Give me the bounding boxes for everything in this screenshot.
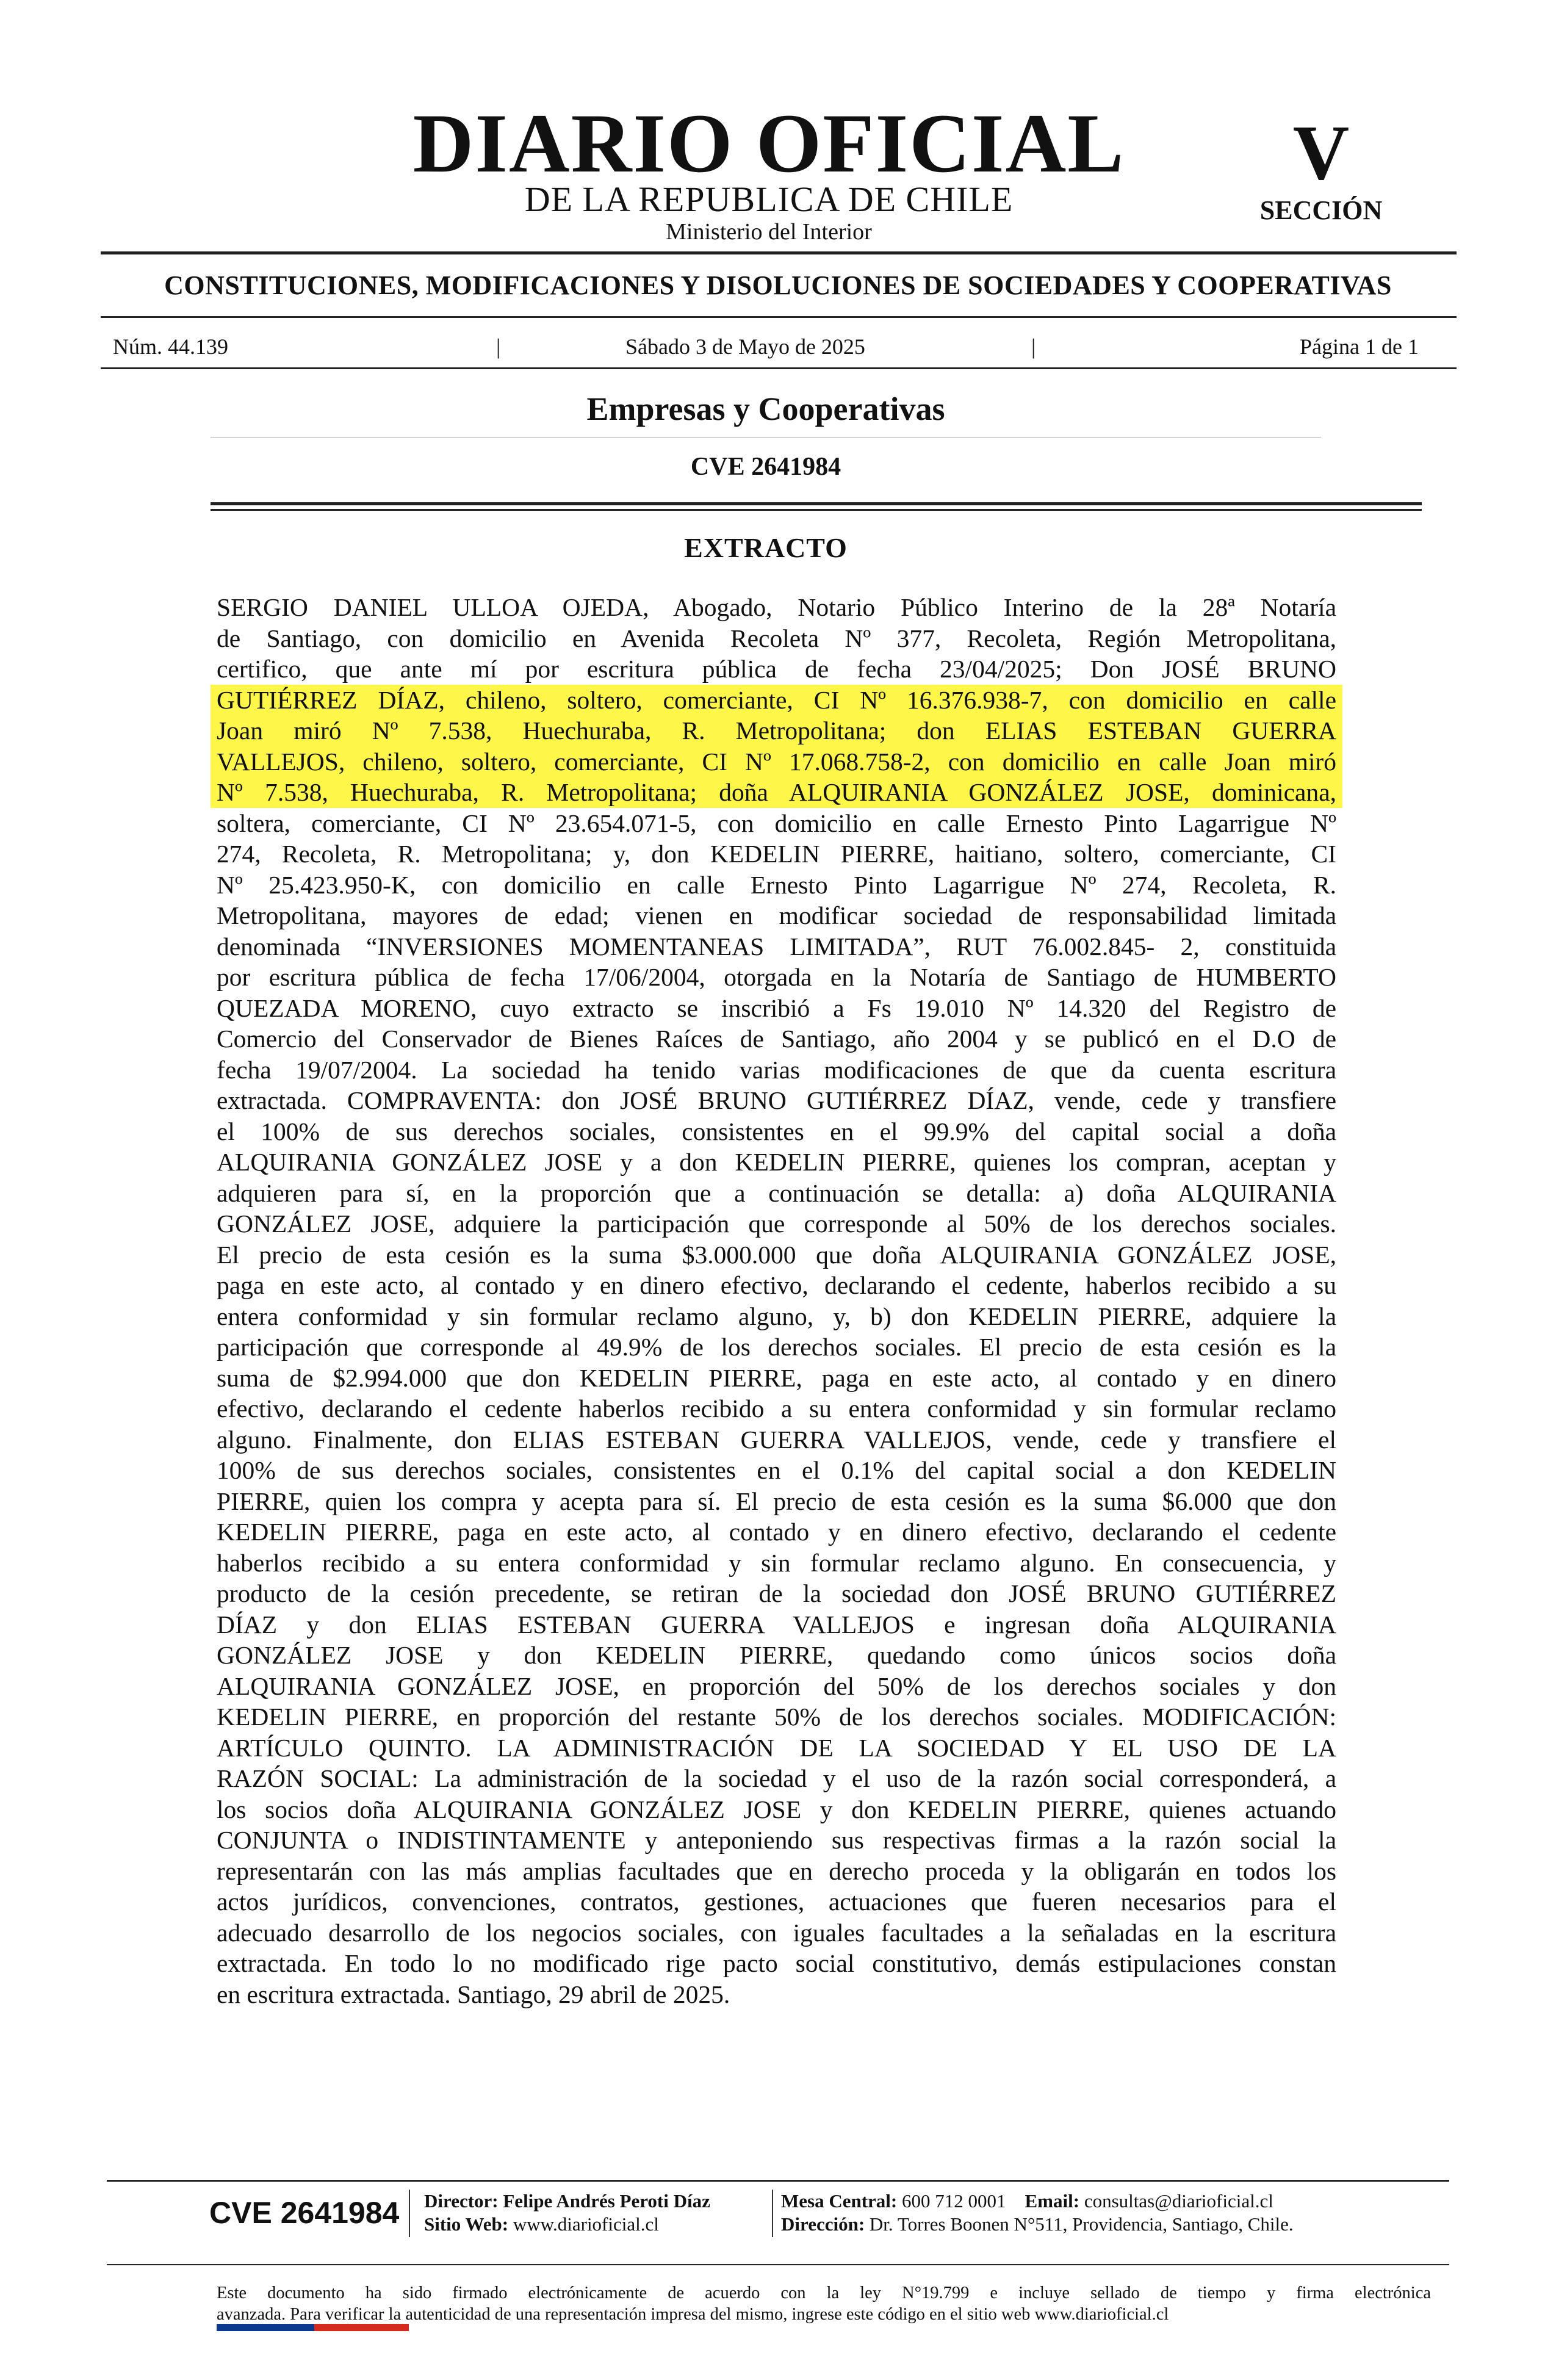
body-text: Nº 25.423.950-K, con domicilio en calle Ernesto Pinto Lagarrigue Nº 274, Recoleta, R. <box>217 870 1336 899</box>
body-text: Comercio del Conservador de Bienes Raíces de Santiago, año 2004 y se publicó en el D.O de <box>217 1025 1336 1053</box>
body-line <box>217 1578 1336 1609</box>
masthead <box>98 92 1440 256</box>
footer-divider <box>772 2190 773 2237</box>
newspaper-title: DIARIO OFICIAL <box>412 96 1125 190</box>
website-label: Sitio Web: <box>424 2213 509 2235</box>
newspaper-subtitle: DE LA REPUBLICA DE CHILE <box>524 179 1014 219</box>
highlighted-text: VALLEJOS, chileno, soltero, comerciante, CI Nº 17.068.758-2, con domicilio en calle Joan miró <box>217 747 1336 776</box>
body-line <box>217 1486 1336 1517</box>
body-text: el 100% de sus derechos sociales, consistentes en el 99.9% del capital social a doña <box>217 1117 1336 1145</box>
body-text: denominada “INVERSIONES MOMENTANEAS LIMITADA”, RUT 76.002.845- 2, constituida <box>217 932 1336 961</box>
body-line <box>217 1640 1336 1671</box>
footer-divider <box>409 2190 410 2237</box>
body-line <box>217 623 1336 654</box>
director-name: Felipe Andrés Peroti Díaz <box>503 2190 710 2212</box>
body-text: QUEZADA MORENO, cuyo extracto se inscribió a Fs 19.010 Nº 14.320 del Registro de <box>217 993 1336 1022</box>
body-text: extractada. COMPRAVENTA: don JOSÉ BRUNO GUTIÉRREZ DÍAZ, vende, cede y transfiere <box>217 1086 1336 1114</box>
issue-separator: | <box>1031 334 1036 359</box>
footer-cve-code: CVE 2641984 <box>209 2196 400 2230</box>
highlighted-text: Nº 7.538, Huechuraba, R. Metropolitana; doña ALQUIRANIA GONZÁLEZ JOSE, dominicana, <box>217 778 1336 806</box>
body-line <box>217 1733 1336 1764</box>
body-line <box>211 777 1342 808</box>
issue-info-row <box>113 330 1419 364</box>
issue-date: Sábado 3 de Mayo de 2025 <box>625 334 865 359</box>
body-line <box>217 1917 1336 1949</box>
body-line <box>217 1671 1336 1702</box>
page-count: Página 1 de 1 <box>1300 334 1419 359</box>
ministry-label: Ministerio del Interior <box>666 219 872 245</box>
body-line <box>217 1023 1336 1055</box>
cve-double-rule <box>211 502 1422 505</box>
signature-note-line: Este documento ha sido firmado electrónicamente de acuerdo con la ley N°19.799 e incluye sellado de tiempo y firma electrónica <box>217 2284 1431 2302</box>
issue-number: Núm. 44.139 <box>113 334 228 359</box>
phone-label: Mesa Central: <box>781 2190 898 2212</box>
body-line <box>217 1116 1336 1147</box>
body-text: DÍAZ y don ELIAS ESTEBAN GUERRA VALLEJOS e ingresan doña ALQUIRANIA <box>217 1610 1336 1639</box>
body-text: en escritura extractada. Santiago, 29 abril de 2025. <box>217 1980 730 2008</box>
body-text: PIERRE, quien los compra y acepta para sí. El precio de esta cesión es la suma $6.000 que don <box>217 1487 1336 1515</box>
body-text: paga en este acto, al contado y en dinero efectivo, declarando el cedente, haberlos recibido a su <box>217 1271 1336 1299</box>
body-text: de Santiago, con domicilio en Avenida Recoleta Nº 377, Recoleta, Región Metropolitana, <box>217 624 1336 652</box>
phone-number: 600 712 0001 <box>902 2190 1006 2212</box>
body-line <box>217 1424 1336 1455</box>
body-line <box>217 1548 1336 1579</box>
footer <box>107 2177 1449 2336</box>
body-text: actos jurídicos, convenciones, contratos, gestiones, actuaciones que fueren necesarios para el <box>217 1888 1336 1916</box>
body-line <box>217 838 1336 870</box>
body-text: haberlos recibido a su entera conformidad y sin formular reclamo alguno. En consecuencia, y <box>217 1548 1336 1577</box>
footer-contact-block <box>781 2190 1294 2236</box>
address-label: Dirección: <box>781 2213 865 2235</box>
body-line <box>217 1208 1336 1239</box>
body-text: SERGIO DANIEL ULLOA OJEDA, Abogado, Notario Público Interino de la 28ª Notaría <box>217 593 1336 621</box>
body-line <box>217 900 1336 931</box>
document-body <box>217 592 1336 2010</box>
email-link[interactable]: consultas@diarioficial.cl <box>1084 2190 1273 2212</box>
flag-stripe-red <box>314 2324 409 2331</box>
body-text: GONZÁLEZ JOSE y don KEDELIN PIERRE, quedando como únicos socios doña <box>217 1641 1336 1669</box>
body-text: alguno. Finalmente, don ELIAS ESTEBAN GUERRA VALLEJOS, vende, cede y transfiere el <box>217 1425 1336 1454</box>
category-rule <box>101 316 1457 318</box>
body-line <box>217 1886 1336 1917</box>
body-text: RAZÓN SOCIAL: La administración de la sociedad y el uso de la razón social corresponderá, a <box>217 1764 1336 1792</box>
body-line <box>217 1979 1336 2010</box>
body-line <box>217 1301 1336 1332</box>
body-text: KEDELIN PIERRE, en proporción del restante 50% de los derechos sociales. MODIFICACIÓN: <box>217 1703 1336 1731</box>
body-line <box>217 808 1336 839</box>
body-text: por escritura pública de fecha 17/06/2004, otorgada en la Notaría de Santiago de HUMBERTO <box>217 963 1336 991</box>
body-text: los socios doña ALQUIRANIA GONZÁLEZ JOSE y don KEDELIN PIERRE, quienes actuando <box>217 1795 1336 1823</box>
body-line <box>217 1055 1336 1086</box>
body-line <box>217 1825 1336 1856</box>
body-line <box>217 1948 1336 1979</box>
email-label: Email: <box>1025 2190 1080 2212</box>
body-text: 274, Recoleta, R. Metropolitana; y, don KEDELIN PIERRE, haitiano, soltero, comerciante, CI <box>217 840 1336 868</box>
signature-note-line: avanzada. Para verificar la autenticidad de una representación impresa del mismo, ingrese este código en el sitio web www.diarioficial.cl <box>217 2305 1169 2324</box>
body-line <box>217 1270 1336 1301</box>
highlighted-text: GUTIÉRREZ DÍAZ, chileno, soltero, comerciante, CI Nº 16.376.938-7, con domicilio en calle <box>217 685 1336 714</box>
body-text: El precio de esta cesión es la suma $3.000.000 que doña ALQUIRANIA GONZÁLEZ JOSE, <box>217 1240 1336 1269</box>
body-text: adquieren para sí, en la proporción que a continuación se detalla: a) doña ALQUIRANIA <box>217 1178 1336 1207</box>
document-title: EXTRACTO <box>684 532 848 563</box>
body-text: Metropolitana, mayores de edad; vienen en modificar sociedad de responsabilidad limitada <box>217 901 1336 929</box>
body-text: certifico, que ante mí por escritura pública de fecha 23/04/2025; Don JOSÉ BRUNO <box>217 655 1336 683</box>
body-line <box>217 1794 1336 1825</box>
body-text: producto de la cesión precedente, se retiran de la sociedad don JOSÉ BRUNO GUTIÉRREZ <box>217 1579 1336 1607</box>
masthead-rule <box>101 251 1457 254</box>
body-line <box>217 870 1336 901</box>
body-text: extractada. En todo lo no modificado rige pacto social constitutivo, demás estipulaciones constan <box>217 1949 1336 1977</box>
body-text: entera conformidad y sin formular reclamo alguno, y, b) don KEDELIN PIERRE, adquiere la <box>217 1302 1336 1330</box>
body-text: adecuado desarrollo de los negocios sociales, con iguales facultades a la señaladas en la escritura <box>217 1918 1336 1947</box>
body-line <box>211 715 1342 746</box>
body-line <box>217 654 1336 685</box>
signature-note <box>217 2282 1431 2325</box>
body-text: KEDELIN PIERRE, paga en este acto, al contado y en dinero efectivo, declarando el cedente <box>217 1518 1336 1546</box>
address-value: Dr. Torres Boonen N°511, Providencia, Santiago, Chile. <box>869 2213 1294 2235</box>
body-text: ALQUIRANIA GONZÁLEZ JOSE y a don KEDELIN PIERRE, quienes los compran, aceptan y <box>217 1148 1336 1176</box>
body-line <box>217 931 1336 962</box>
body-line <box>217 1701 1336 1733</box>
issue-separator: | <box>496 334 501 359</box>
body-line <box>217 1363 1336 1394</box>
body-text: suma de $2.994.000 que don KEDELIN PIERRE, paga en este acto, al contado y en dinero <box>217 1363 1336 1392</box>
cve-code: CVE 2641984 <box>690 453 841 481</box>
body-line <box>217 962 1336 993</box>
body-text: CONJUNTA o INDISTINTAMENTE y anteponiendo sus respectivas firmas a la razón social la <box>217 1826 1336 1854</box>
section-thin-rule <box>211 437 1321 438</box>
category-heading: CONSTITUCIONES, MODIFICACIONES Y DISOLUCIONES DE SOCIEDADES Y COOPERATIVAS <box>164 270 1392 300</box>
section-title: Empresas y Cooperativas <box>586 391 945 427</box>
body-line <box>217 1147 1336 1178</box>
body-text: soltera, comerciante, CI Nº 23.654.071-5, con domicilio en calle Ernesto Pinto Lagarrigue Nº <box>217 809 1336 837</box>
body-line <box>217 1455 1336 1486</box>
body-line <box>217 1332 1336 1363</box>
highlighted-text: Joan miró Nº 7.538, Huechuraba, R. Metropolitana; don ELIAS ESTEBAN GUERRA <box>217 716 1336 745</box>
body-text: participación que corresponde al 49.9% de los derechos sociales. El precio de esta cesión es la <box>217 1333 1336 1361</box>
section-word: SECCIÓN <box>1259 195 1383 225</box>
cve-double-rule <box>211 509 1422 511</box>
body-line <box>217 1393 1336 1424</box>
body-line <box>217 1239 1336 1271</box>
body-line <box>217 1856 1336 1887</box>
footer-inner-rule <box>107 2264 1449 2265</box>
body-line <box>217 1516 1336 1548</box>
body-text: GONZÁLEZ JOSE, adquiere la participación que corresponde al 50% de los derechos sociales. <box>217 1210 1336 1238</box>
footer-director-block <box>424 2190 710 2236</box>
body-text: representarán con las más amplias facultades que en derecho proceda y la obligarán en todos los <box>217 1856 1336 1885</box>
body-line <box>217 592 1336 623</box>
body-text: efectivo, declarando el cedente haberlos recibido a su entera conformidad y sin formular reclamo <box>217 1394 1336 1423</box>
body-line <box>211 685 1342 716</box>
body-text: 100% de sus derechos sociales, consistentes en el 0.1% del capital social a don KEDELIN <box>217 1456 1336 1484</box>
flag-stripe-blue <box>217 2324 314 2331</box>
body-line <box>211 746 1342 777</box>
section-letter: V <box>1292 109 1350 196</box>
body-text: ARTÍCULO QUINTO. LA ADMINISTRACIÓN DE LA SOCIEDAD Y EL USO DE LA <box>217 1733 1336 1762</box>
body-text: ALQUIRANIA GONZÁLEZ JOSE, en proporción del 50% de los derechos sociales y don <box>217 1671 1336 1700</box>
body-line <box>217 1609 1336 1640</box>
body-line <box>217 1085 1336 1116</box>
issue-rule <box>101 367 1457 369</box>
director-label: Director: <box>424 2190 499 2212</box>
website-link[interactable]: www.diarioficial.cl <box>513 2213 659 2235</box>
body-line <box>217 1763 1336 1794</box>
body-text: fecha 19/07/2004. La sociedad ha tenido varias modificaciones de que da cuenta escritura <box>217 1055 1336 1084</box>
body-line <box>217 993 1336 1024</box>
body-line <box>217 1178 1336 1209</box>
